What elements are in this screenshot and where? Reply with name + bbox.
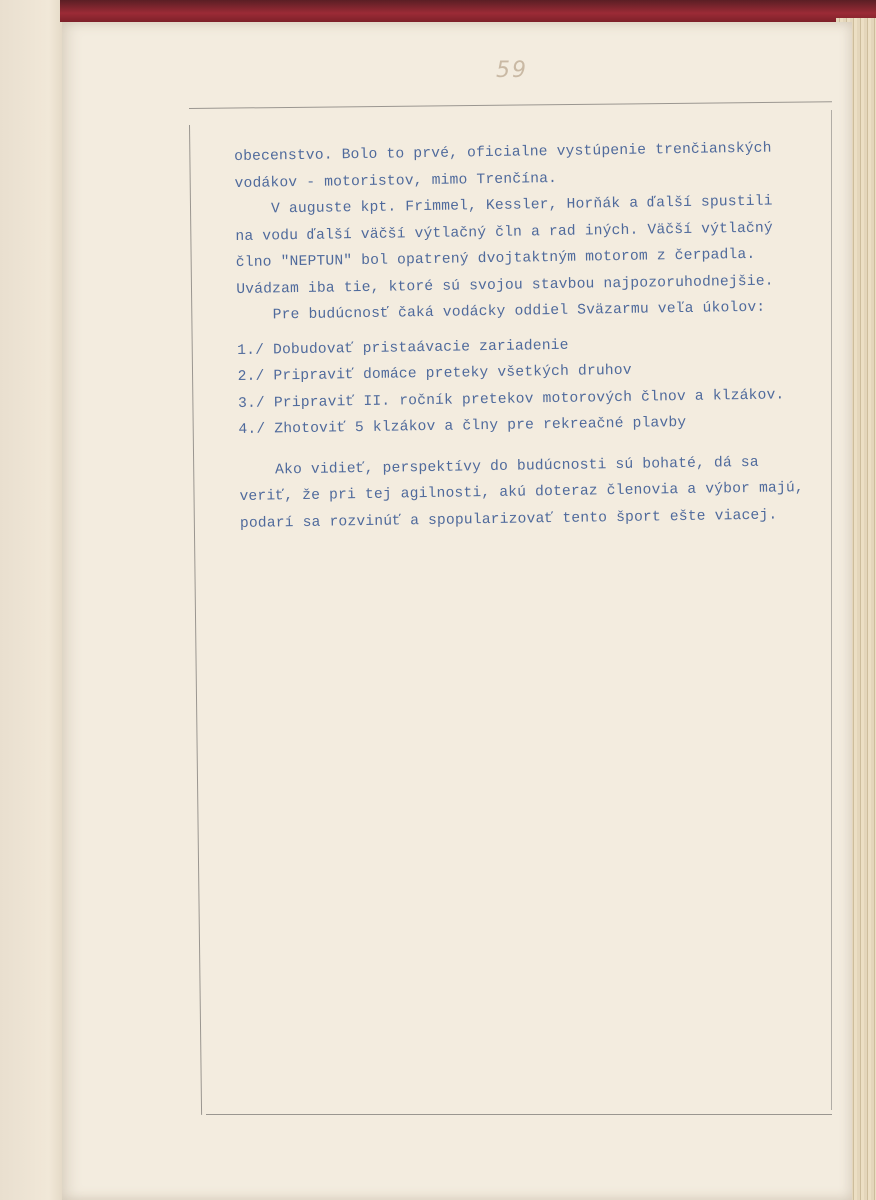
text-line: Ako vidieť, perspektívy do budúcnosti sú bohaté, dá sa bbox=[274, 454, 759, 478]
text-line: na vodu ďalší väčší výtlačný čln a rad iných. Väčší výtlačný bbox=[235, 220, 773, 245]
text-line: veriť, že pri tej agilnosti, akú doteraz členovia a výbor majú, bbox=[239, 480, 804, 505]
text-line: V auguste kpt. Frimmel, Kessler, Horňák a ďalší spustili bbox=[270, 193, 773, 218]
text-line: Uvádzam iba tie, ktoré sú svojou stavbou najpozoruhodnejšie. bbox=[236, 273, 774, 298]
page-number: 59 bbox=[496, 58, 528, 83]
text-line: vodákov - motoristov, mimo Trenčína. bbox=[234, 170, 558, 192]
task-item: 4./ Zhotoviť 5 klzákov a člny pre rekreačné plavby bbox=[238, 414, 687, 438]
book-binding-top bbox=[60, 0, 876, 22]
book-cover-left bbox=[0, 0, 70, 1200]
task-item: 2./ Pripraviť domáce preteky všetkých druhov bbox=[237, 362, 632, 385]
typed-text-body bbox=[234, 135, 840, 537]
text-line: obecenstvo. Bolo to prvé, oficialne vystúpenie trenčianských bbox=[234, 140, 772, 165]
frame-border-bottom bbox=[206, 1114, 832, 1115]
text-line: Pre budúcnosť čaká vodácky oddiel Sväzarmu veľa úkolov: bbox=[272, 299, 766, 324]
task-item: 1./ Dobudovať pristaávacie zariadenie bbox=[237, 337, 569, 359]
text-line: podarí sa rozvinúť a spopularizovať tento šport ešte viacej. bbox=[239, 507, 778, 532]
text-line: člno "NEPTUN" bol opatrený dvojtaktným motorom z čerpadla. bbox=[235, 246, 756, 271]
task-item: 3./ Pripraviť II. ročník pretekov motorových člnov a klzákov. bbox=[237, 386, 785, 412]
